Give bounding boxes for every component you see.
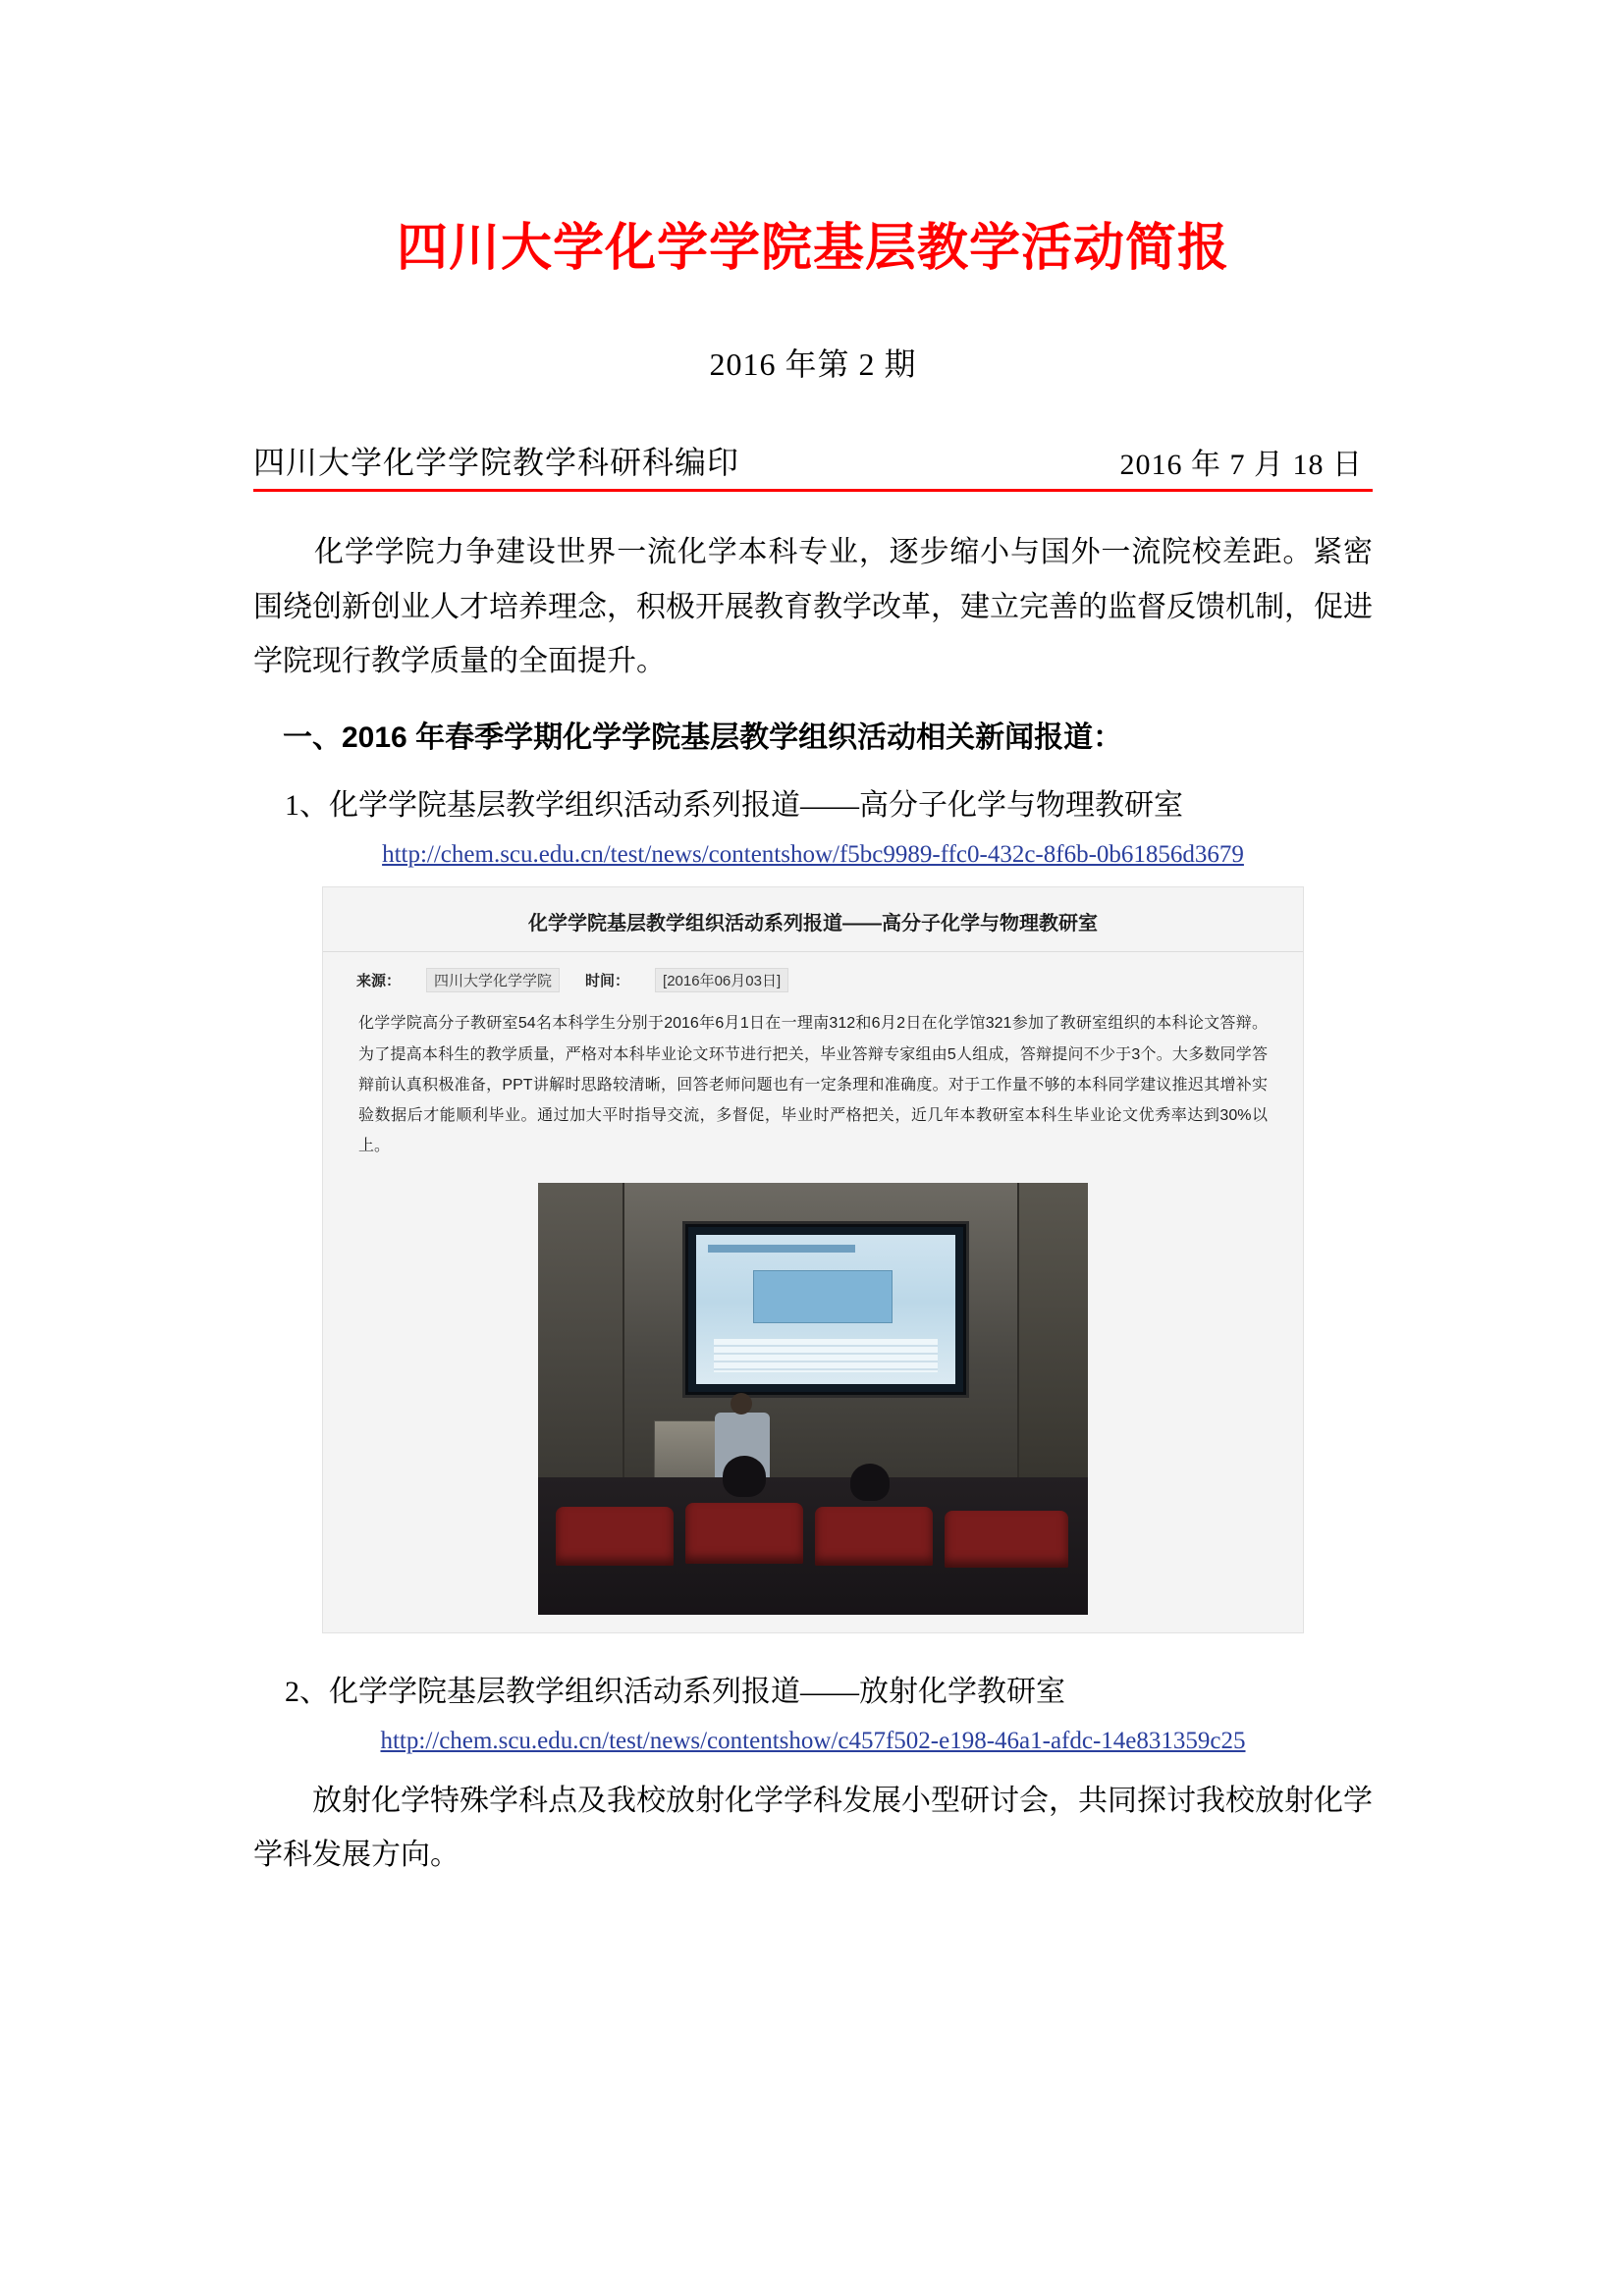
photo-slide-table [714,1339,938,1372]
news-item-2-title: 2、化学学院基层教学组织活动系列报道——放射化学教研室 [285,1676,1065,1709]
imprint-organization: 四川大学化学学院教学科研科编印 [253,445,740,481]
photo-audience-head [850,1464,890,1501]
photo-slide [696,1235,955,1384]
screenshot-source-value: 四川大学化学学院 [426,968,560,992]
photo-wall-right [1017,1183,1088,1477]
intro-paragraph: 化学学院力争建设世界一流化学本科专业，逐步缩小与国外一流院校差距。紧密围绕创新创业人才培养理念，积极开展教育教学改革，建立完善的监督反馈机制，促进学院现行教学质量的全面提升。 [253,536,1373,678]
photo-seat [556,1507,674,1566]
photo-seat [815,1507,933,1566]
lecture-hall-photo [538,1183,1088,1615]
photo-audience-head [723,1456,766,1497]
embedded-news-screenshot [322,886,1304,1633]
screenshot-time-label: 时间： [585,973,630,990]
news-item-1-link[interactable]: http://chem.scu.edu.cn/test/news/contentshow/f5bc9989-ffc0-432c-8f6b-0b61856d3679 [382,840,1244,868]
photo-seat [685,1503,803,1564]
imprint-date: 2016 年 7 月 18 日 [1119,449,1363,482]
imprint-line [253,438,1373,492]
screenshot-source-label: 来源： [356,973,402,990]
photo-slide-title-bar [708,1245,855,1253]
screenshot-time-value: [2016年06月03日] [655,968,788,992]
photo-slide-box [753,1270,893,1323]
section-heading-one: 一、2016 年春季学期化学学院基层教学组织活动相关新闻报道： [283,721,1123,754]
screenshot-headline: 化学学院基层教学组织活动系列报道——高分子化学与物理教研室 [323,887,1303,952]
news-item-2-link[interactable]: http://chem.scu.edu.cn/test/news/contentshow/c457f502-e198-46a1-afdc-14e831359c25 [380,1728,1246,1755]
photo-projection-screen [685,1224,966,1395]
news-item-1-title: 1、化学学院基层教学组织活动系列报道——高分子化学与物理教研室 [285,788,1183,822]
news-item-2-paragraph: 放射化学特殊学科点及我校放射化学学科发展小型研讨会，共同探讨我校放射化学学科发展方向。 [253,1784,1373,1872]
issue-number: 2016 年第 2 期 [709,347,917,383]
photo-audience-area [538,1477,1088,1615]
screenshot-body-text: 化学学院高分子教研室54名本科学生分别于2016年6月1日在一理南312和6月2日在化学馆321参加了教研室组织的本科论文答辩。为了提高本科生的教学质量，严格对本科毕业论文环节进行把关，毕业答辩专家组由5人组成，答辩提问不少于3个。大多数同学答辩前认真积极准备，PPT讲解时思路较清晰，回答老师问题也有一定条理和准确度。对于工作量不够的本科同学建议推迟其增补实验数据后才能顺利毕业。通过加大平时指导交流，多督促，毕业时严格把关，近几年本教研室本科生毕业论文优秀率达到30%以上。 [358,1015,1268,1155]
page-content [253,0,1373,1883]
photo-wall-left [538,1183,624,1477]
page-title: 四川大学化学学院基层教学活动简报 [396,220,1229,277]
screenshot-meta [323,952,1303,1006]
photo-seat [945,1511,1068,1568]
